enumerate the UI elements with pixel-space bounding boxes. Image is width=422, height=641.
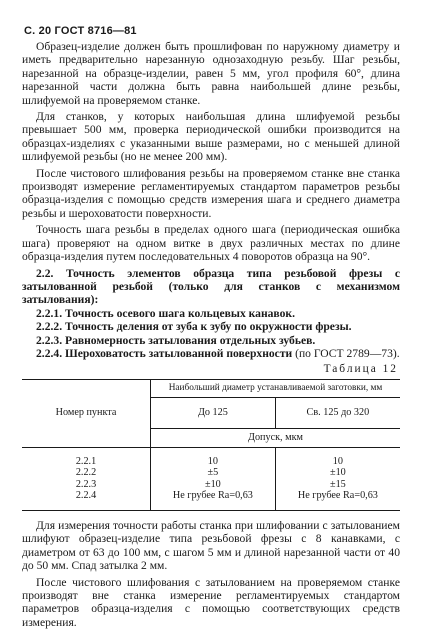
subitem-2-2-4-lead: 2.2.4. Шероховатость затылованной поверхности: [36, 346, 293, 360]
group-header: Наибольший диаметр устанавливаемой заготовки, мм: [151, 379, 400, 397]
col-header-upto-125: До 125: [151, 398, 276, 429]
col-header-item: Номер пункта: [22, 379, 151, 447]
paragraph: Точность шага резьбы в пределах одного шага (периодическая ошибка шага) проверяют на одном витке в двух различных местах по длине образца-изделия путем последовательных 4 поворотов образца на 90°.: [22, 223, 400, 264]
cell-value: ±5: [207, 467, 219, 479]
page-header: С. 20 ГОСТ 8716—81: [24, 25, 137, 37]
subitem-2-2-3: 2.2.3. Равномерность затылования отдельных зубьев.: [36, 333, 316, 347]
subitem-2-2-2: 2.2.2. Точность деления от зуба к зубу по окружности фрезы.: [36, 320, 352, 334]
subitem-2-2-4: [22, 347, 400, 360]
cell-value: ±10: [204, 478, 221, 490]
cell-item: 2.2.2: [75, 467, 97, 479]
paragraph: Образец-изделие должен быть прошлифован по наружному диаметру и иметь предварительно нарезанную однозаходную резьбу. Шаг резьбы, нарезанной на образце-изделии, равен 5 мм, угол профиля 60°, длина нарезанной части должна быть равна наибольшей длине резьбы, шлифуемой на проверяемом станке.: [22, 40, 400, 107]
cell-value: Не грубее Ra=0,63: [297, 490, 378, 502]
cell-item: 2.2.1: [75, 455, 97, 467]
cell-item: 2.2.3: [75, 478, 97, 490]
cell-value: ±10: [329, 467, 346, 479]
paragraph: После чистового шлифования резьбы на проверяемом станке вне станка производят измерение регламентируемых стандартом параметров резьбы образца-изделия с помощью средств измерения шага и среднего диаметра резьбы и шероховатости поверхности.: [22, 166, 400, 220]
cell-value: ±15: [329, 478, 346, 490]
table-caption: Таблица 12: [323, 363, 398, 376]
cell-value: 10: [207, 455, 218, 467]
cell-value: Не грубее Ra=0,63: [172, 490, 253, 502]
paragraph: Для измерения точности работы станка при шлифовании с затылованием шлифуют образец-изделие типа резьбовой фрезы с 8 канавками, с диаметром от 63 до 100 мм, с шагом 5 мм и длиной нарезанной части от 40 до 50 мм. Спад затылка 2 мм.: [22, 518, 400, 573]
table-row: [22, 447, 400, 506]
document-body: [22, 40, 400, 629]
paragraph: Для станков, у которых наибольшая длина шлифуемой резьбы превышает 500 мм, проверка периодической ошибки производится на образцах-изделиях с указанными выше размерами, но с меньшей длиной шлифуемой резьбы (но не менее 200 мм).: [22, 110, 400, 164]
col-header-125-320: Св. 125 до 320: [275, 398, 400, 429]
paragraph: После чистового шлифования с затылованием на проверяемом станке производят вне станка измерение регламентируемых стандартом параметров образца-изделия с помощью соответствующих средств измерения.: [22, 575, 400, 629]
subitem-2-2-4-tail: (по ГОСТ 2789—73).: [292, 346, 400, 360]
cell-value: 10: [332, 455, 343, 467]
section-heading-2-2: 2.2. Точность элементов образца типа резьбовой фрезы с затылованной резьбой (только для станков с механизмом затылования):: [22, 266, 400, 307]
unit-header: Допуск, мкм: [151, 429, 400, 447]
cell-item: 2.2.4: [75, 490, 97, 502]
closing-text: [22, 519, 400, 629]
tolerance-table: [22, 379, 400, 511]
subitem-2-2-1: 2.2.1. Точность осевого шага кольцевых канавок.: [36, 306, 295, 320]
